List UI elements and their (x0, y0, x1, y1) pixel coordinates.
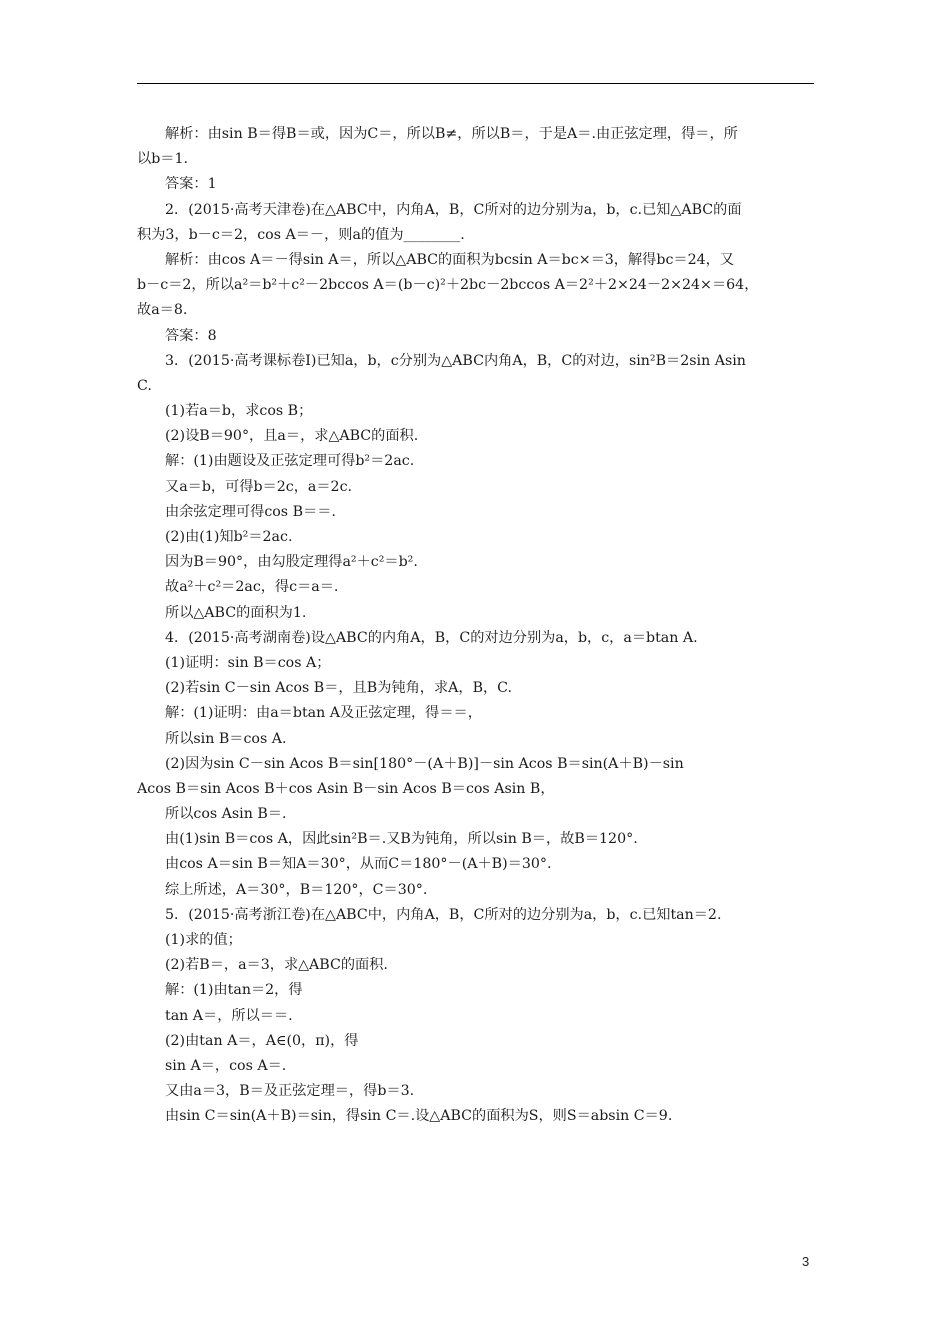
text-line: 由(1)sin B＝cos A，因此sin²B＝.又B为钝角，所以sin B＝，故B＝120°. (165, 831, 638, 848)
text-line: 答案：8 (165, 327, 217, 344)
text-line: 解：(1)由tan＝2，得 (165, 982, 303, 999)
text-line: 综上所述，A＝30°，B＝120°，C＝30°. (165, 881, 428, 898)
text-line: (2)因为sin C－sin Acos B＝sin[180°－(A＋B)]－sin Acos B＝sin(A＋B)－sin (165, 755, 684, 772)
text-line: 以b＝1. (137, 151, 188, 168)
text-line: 故a＝8. (137, 302, 188, 319)
text-line: 4．(2015·高考湖南卷)设△ABC的内角A，B，C的对边分别为a，b，c，a＝btan A. (165, 629, 698, 646)
text-line: sin A＝，cos A＝. (165, 1057, 287, 1074)
text-line: 故a²＋c²＝2ac，得c＝a＝. (165, 579, 339, 596)
text-line: Acos B＝sin Acos B＋cos Asin B－sin Acos B＝cos Asin B， (137, 780, 555, 797)
header-rule (137, 83, 814, 84)
text-line: (2)由(1)知b²＝2ac. (165, 529, 293, 545)
text-line: C. (137, 377, 152, 394)
text-line: (2)若sin C－sin Acos B＝，且B为钝角，求A，B，C. (165, 680, 513, 697)
text-line: (1)证明：sin B＝cos A； (165, 654, 331, 671)
text-line: 所以cos Asin B＝. (165, 806, 287, 823)
text-line: 由sin C＝sin(A＋B)＝sin，得sin C＝.设△ABC的面积为S，则S＝absin C＝9. (165, 1108, 673, 1125)
text-line: 由cos A＝sin B＝知A＝30°，从而C＝180°－(A＋B)＝30°. (165, 856, 552, 873)
text-line: 5．(2015·高考浙江卷)在△ABC中，内角A，B，C所对的边分别为a，b，c.已知tan＝2. (165, 906, 722, 923)
text-line: (2)设B＝90°，且a＝，求△ABC的面积. (165, 428, 419, 445)
text-line: 答案：1 (165, 176, 217, 193)
text-line: 解：(1)证明：由a＝btan A及正弦定理，得＝＝， (165, 705, 482, 722)
text-line: 所以△ABC的面积为1. (165, 604, 307, 621)
text-line: 解：(1)由题设及正弦定理可得b²＝2ac. (165, 453, 415, 470)
text-line: (2)由tan A＝，A∈(0，π)，得 (165, 1032, 359, 1049)
text-line: tan A＝，所以＝＝. (165, 1007, 293, 1024)
text-line: (2)若B＝，a＝3，求△ABC的面积. (165, 957, 388, 974)
text-line: 又由a＝3，B＝及正弦定理＝，得b＝3. (165, 1083, 415, 1100)
page-number: 3 (802, 1254, 810, 1269)
text-line: 2．(2015·高考天津卷)在△ABC中，内角A，B，C所对的边分别为a，b，c.已知△ABC的面 (165, 201, 742, 218)
text-line: 由余弦定理可得cos B＝＝. (165, 503, 336, 520)
text-line: 积为3，b－c＝2，cos A＝－，则a的值为________. (137, 226, 465, 243)
document-body (137, 122, 814, 1130)
text-line: (1)求的值； (165, 932, 242, 948)
text-line: b－c＝2，所以a²＝b²＋c²－2bccos A＝(b－c)²＋2bc－2bccos A＝2²＋2×24－2×24×＝64， (137, 277, 759, 294)
text-line: 3．(2015·高考课标卷Ⅰ)已知a，b，c分别为△ABC内角A，B，C的对边，sin²B＝2sin Asin (165, 352, 746, 369)
text-line: 所以sin B＝cos A. (165, 730, 287, 747)
text-line: 又a＝b，可得b＝2c，a＝2c. (165, 478, 353, 495)
text-line: (1)若a＝b，求cos B； (165, 403, 313, 420)
text-line: 因为B＝90°，由勾股定理得a²＋c²＝b². (165, 554, 418, 571)
text-line: 解析：由cos A＝－得sin A＝，所以△ABC的面积为bcsin A＝bc×＝3，解得bc＝24，又 (165, 251, 735, 268)
text-line: 解析：由sin B＝得B＝或，因为C＝，所以B≠，所以B＝，于是A＝.由正弦定理，得＝，所 (165, 126, 738, 142)
